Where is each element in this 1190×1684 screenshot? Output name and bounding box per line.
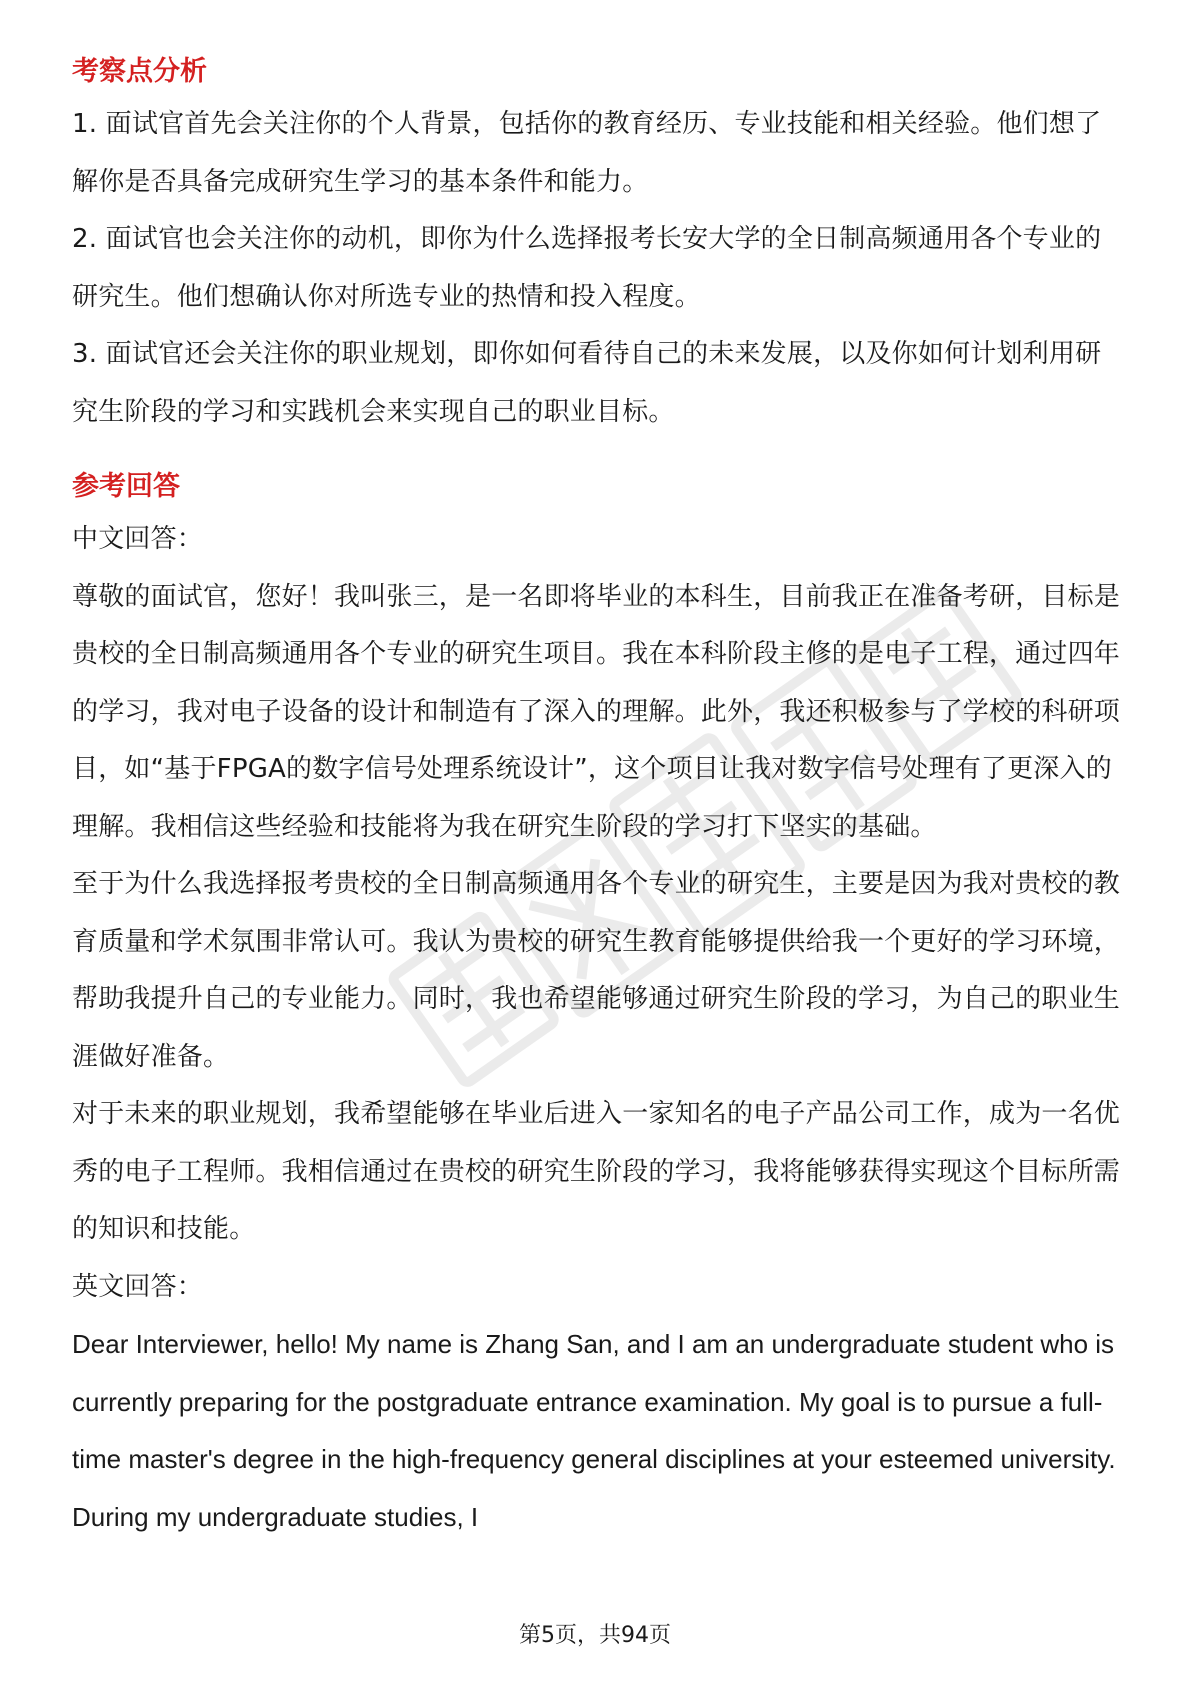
chinese-answer-label: 中文回答： [72, 524, 204, 554]
document-body [72, 48, 1122, 1546]
analysis-point-1: 1. 面试官首先会关注你的个人背景，包括你的教育经历、专业技能和相关经验。他们想了解你是否具备完成研究生学习的基本条件和能力。 [72, 109, 1102, 197]
english-answer-label: 英文回答： [72, 1271, 204, 1302]
analysis-point-2: 2. 面试官也会关注你的动机，即你为什么选择报考长安大学的全日制高频通用各个专业的研究生。他们想确认你对所选专业的热情和投入程度。 [72, 224, 1102, 312]
chinese-answer-paragraph-3: 对于未来的职业规划，我希望能够在毕业后进入一家知名的电子产品公司工作，成为一名优秀的电子工程师。我相信通过在贵校的研究生阶段的学习，我将能够获得实现这个目标所需的知识和技能。 [72, 1099, 1121, 1244]
analysis-point-3: 3. 面试官还会关注你的职业规划，即你如何看待自己的未来发展，以及你如何计划利用研究生阶段的学习和实践机会来实现自己的职业目标。 [72, 339, 1102, 427]
reference-heading: 参考回答 [72, 471, 180, 502]
english-answer-paragraph-1: Dear Interviewer, hello! My name is Zhang San, and I am an undergraduate student who is currently preparing for the postgraduate entrance examination. My goal is to pursue a full-time master's degree in the high-frequency general disciplines at your esteemed university. During my undergraduate studies, I [72, 1329, 1116, 1532]
chinese-answer-paragraph-2: 至于为什么我选择报考贵校的全日制高频通用各个专业的研究生，主要是因为我对贵校的教育质量和学术氛围非常认可。我认为贵校的研究生教育能够提供给我一个更好的学习环境，帮助我提升自己的专业能力。同时，我也希望能够通过研究生阶段的学习，为自己的职业生涯做好准备。 [72, 869, 1121, 1072]
analysis-heading: 考察点分析 [72, 56, 207, 87]
chinese-answer-paragraph-1: 尊敬的面试官，您好！我叫张三，是一名即将毕业的本科生，目前我正在准备考研，目标是贵校的全日制高频通用各个专业的研究生项目。我在本科阶段主修的是电子工程，通过四年的学习，我对电子设备的设计和制造有了深入的理解。此外，我还积极参与了学校的科研项目，如“基于FPGA的数字信号处理系统设计”，这个项目让我对数字信号处理有了更深入的理解。我相信这些经验和技能将为我在研究生阶段的学习打下坚实的基础。 [72, 581, 1121, 842]
page-number: 第5页，共94页 [519, 1623, 671, 1648]
